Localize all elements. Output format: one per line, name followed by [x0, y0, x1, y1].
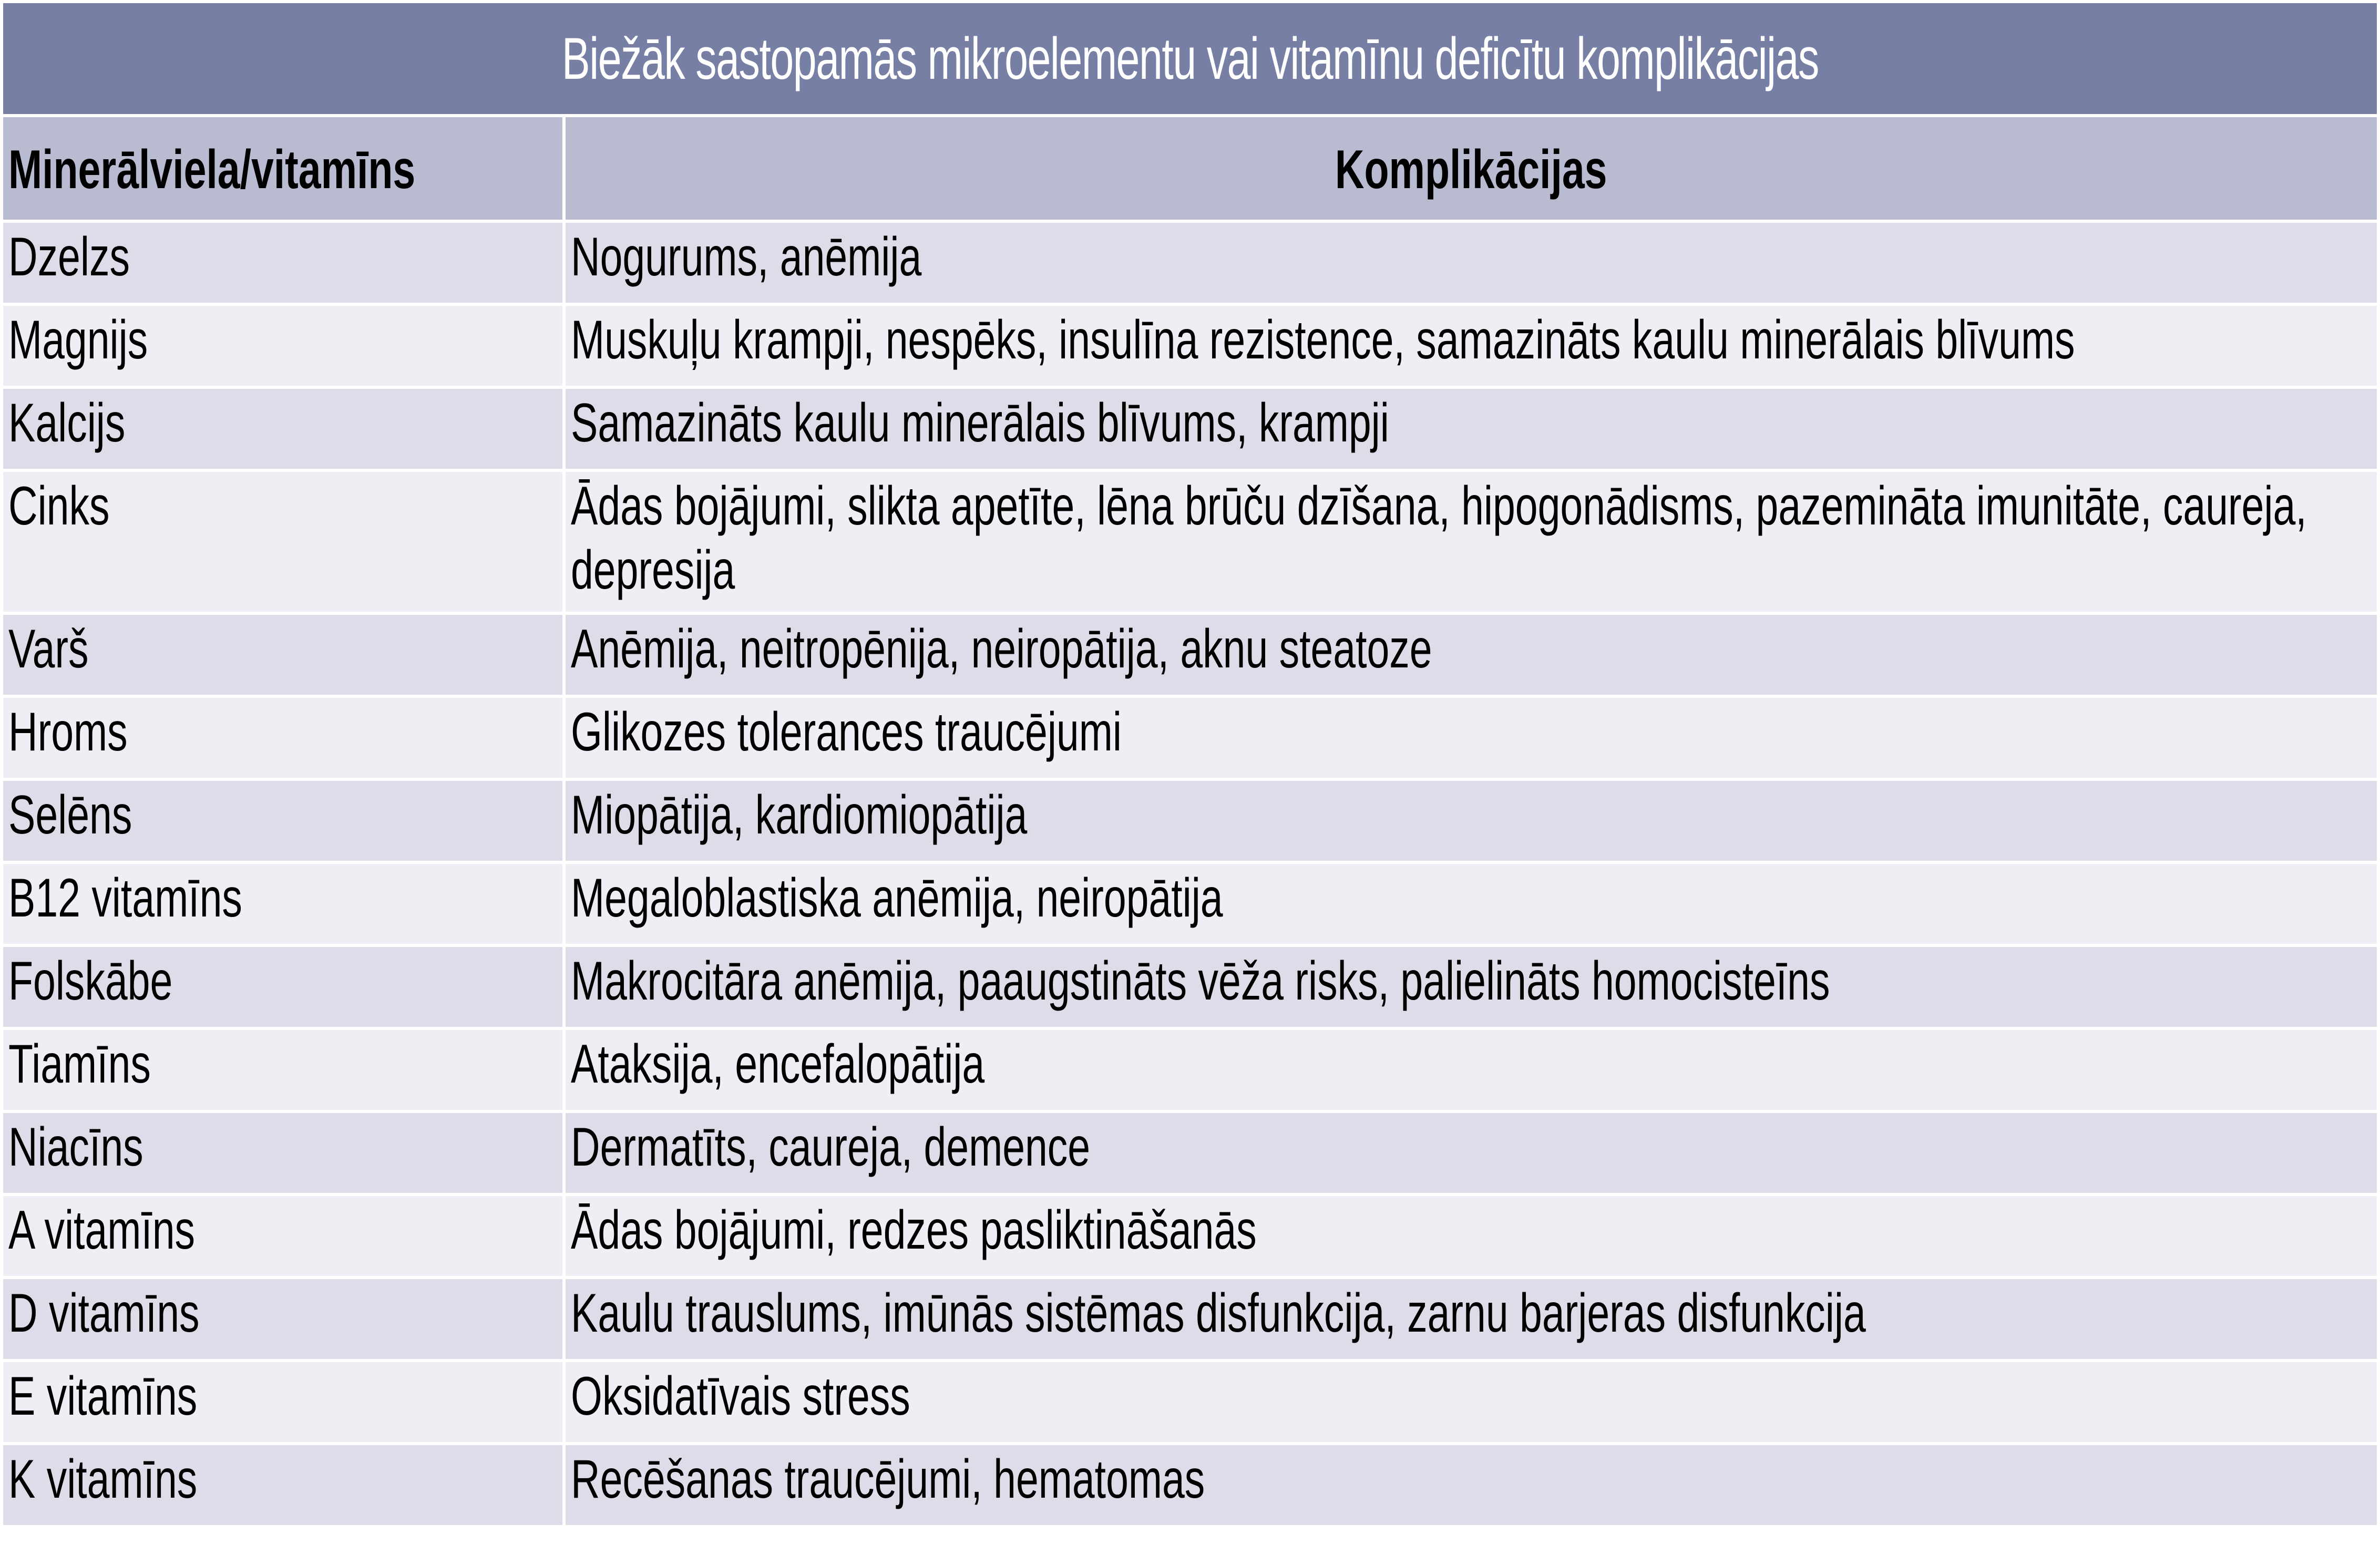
table-row: [3, 1030, 2377, 1110]
complications-text: Glikozes tolerances traucējumi: [571, 702, 1122, 763]
nutrient-name: Kalcijs: [8, 393, 126, 454]
nutrient-name: Varš: [8, 619, 89, 679]
complications-cell: [566, 1113, 2377, 1193]
nutrient-name: Folskābe: [8, 951, 173, 1012]
nutrient-cell: [3, 223, 562, 303]
complications-cell: [566, 1196, 2377, 1276]
nutrient-cell: [3, 615, 562, 695]
complications-text: Oksidatīvais stress: [571, 1366, 910, 1427]
table-row: [3, 1445, 2377, 1525]
nutrient-cell: [3, 1030, 562, 1110]
table-row: [3, 947, 2377, 1027]
complications-cell: [566, 223, 2377, 303]
complications-cell: [566, 781, 2377, 861]
complications-text: Ādas bojājumi, slikta apetīte, lēna brūču dzīšana, hipogonādisms, pazemināta imunitāte, caureja, depresija: [571, 476, 2307, 601]
complications-text: Recēšanas traucējumi, hematomas: [571, 1449, 1205, 1510]
complications-cell: [566, 1030, 2377, 1110]
nutrient-name: D vitamīns: [8, 1283, 200, 1344]
nutrient-name: Tiamīns: [8, 1034, 151, 1095]
nutrient-name: Magnijs: [8, 310, 148, 370]
complications-text: Megaloblastiska anēmija, neiropātija: [571, 868, 1223, 929]
complications-text: Samazināts kaulu minerālais blīvums, krampji: [571, 393, 1389, 454]
nutrient-cell: [3, 947, 562, 1027]
nutrient-name: B12 vitamīns: [8, 868, 242, 929]
nutrient-cell: [3, 472, 562, 612]
nutrient-cell: [3, 306, 562, 386]
complications-text: Muskuļu krampji, nespēks, insulīna rezistence, samazināts kaulu minerālais blīvums: [571, 310, 2075, 370]
complications-cell: [566, 947, 2377, 1027]
table-row: [3, 864, 2377, 944]
complications-text: Ādas bojājumi, redzes pasliktināšanās: [571, 1200, 1257, 1261]
deficiency-complications-table: [3, 3, 2377, 1525]
header-label: Minerālviela/vitamīns: [8, 139, 416, 200]
complications-text: Dermatīts, caureja, demence: [571, 1117, 1091, 1178]
table-row: [3, 389, 2377, 469]
nutrient-name: E vitamīns: [8, 1366, 198, 1427]
complications-text: Kaulu trauslums, imūnās sistēmas disfunkcija, zarnu barjeras disfunkcija: [571, 1283, 1866, 1344]
complications-text: Ataksija, encefalopātija: [571, 1034, 985, 1095]
complications-cell: [566, 306, 2377, 386]
nutrient-name: Niacīns: [8, 1117, 143, 1178]
table-row: [3, 698, 2377, 778]
table-row: [3, 1362, 2377, 1442]
table-row: [3, 306, 2377, 386]
nutrient-name: Dzelzs: [8, 226, 130, 287]
table-row: [3, 1113, 2377, 1193]
complications-text: Anēmija, neitropēnija, neiropātija, aknu steatoze: [571, 619, 1432, 679]
complications-cell: [566, 389, 2377, 469]
complications-text: Miopātija, kardiomiopātija: [571, 785, 1028, 846]
table-row: [3, 615, 2377, 695]
nutrient-name: Hroms: [8, 702, 128, 763]
nutrient-cell: [3, 698, 562, 778]
table-row: [3, 1196, 2377, 1276]
complications-cell: [566, 1279, 2377, 1359]
table-row: [3, 1279, 2377, 1359]
nutrient-name: A vitamīns: [8, 1200, 196, 1261]
nutrient-name: Selēns: [8, 785, 132, 846]
nutrient-cell: [3, 1362, 562, 1442]
complications-cell: [566, 1362, 2377, 1442]
complications-cell: [566, 864, 2377, 944]
nutrient-cell: [3, 389, 562, 469]
complications-cell: [566, 698, 2377, 778]
table-row: [3, 472, 2377, 612]
header-complications: [566, 117, 2377, 220]
header-label: Komplikācijas: [1335, 139, 1607, 200]
table-row: [3, 781, 2377, 861]
header-mineral-vitamin: [3, 117, 562, 220]
nutrient-cell: [3, 1445, 562, 1525]
complications-cell: [566, 615, 2377, 695]
nutrient-cell: [3, 781, 562, 861]
table-title-text: Biežāk sastopamās mikroelementu vai vitamīnu deficītu komplikācijas: [561, 26, 1819, 91]
nutrient-cell: [3, 1113, 562, 1193]
table-title: [3, 3, 2377, 114]
nutrient-cell: [3, 864, 562, 944]
nutrient-cell: [3, 1196, 562, 1276]
complications-cell: [566, 1445, 2377, 1525]
nutrient-name: K vitamīns: [8, 1449, 198, 1510]
complications-text: Makrocitāra anēmija, paaugstināts vēža risks, palielināts homocisteīns: [571, 951, 1830, 1012]
nutrient-cell: [3, 1279, 562, 1359]
table-row: [3, 223, 2377, 303]
nutrient-name: Cinks: [8, 476, 110, 537]
table-header-row: [3, 117, 2377, 220]
complications-cell: [566, 472, 2377, 612]
complications-text: Nogurums, anēmija: [571, 226, 922, 287]
